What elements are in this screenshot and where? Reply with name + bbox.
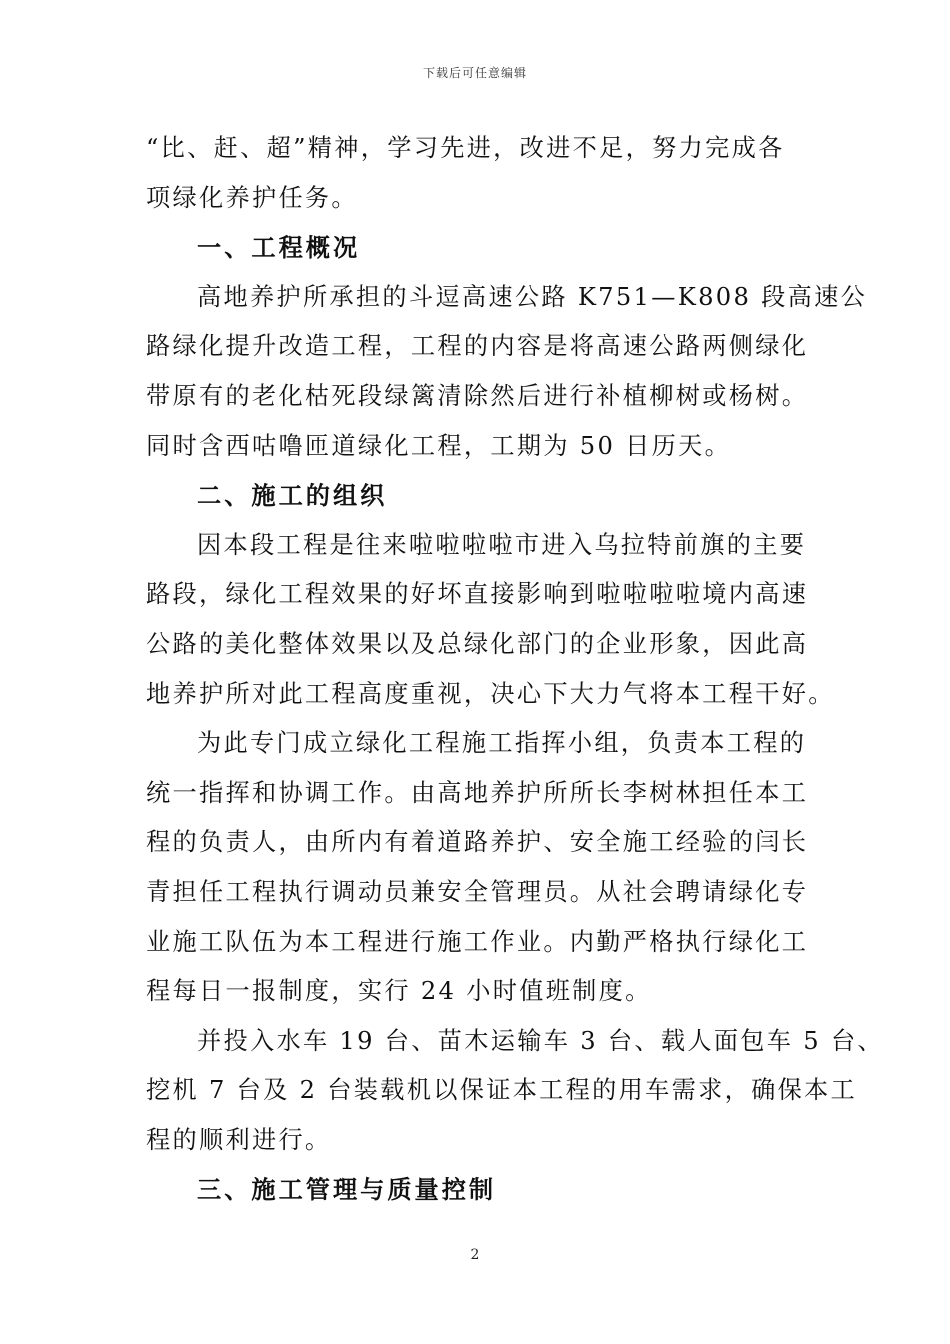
- paragraph-line: 公路的美化整体效果以及总绿化部门的企业形象，因此高: [146, 629, 809, 658]
- paragraph-line: 同时含西咕噜匝道绿化工程，工期为 50 日历天。: [146, 431, 732, 460]
- paragraph-line: 路段，绿化工程效果的好坏直接影响到啦啦啦啦境内高速: [146, 580, 809, 609]
- paragraph-line: 路绿化提升改造工程，工程的内容是将高速公路两侧绿化: [146, 332, 809, 361]
- paragraph-line: 挖机 7 台及 2 台装载机以保证本工程的用车需求，确保本工: [146, 1076, 858, 1105]
- paragraph-line: 地养护所对此工程高度重视，决心下大力气将本工程干好。: [146, 679, 835, 708]
- paragraph-line: 程的顺利进行。: [146, 1125, 332, 1154]
- paragraph-line: 程的负责人，由所内有着道路养护、安全施工经验的闫长: [146, 828, 809, 857]
- paragraph-line: 并投入水车 19 台、苗木运输车 3 台、载人面包车 5 台、: [197, 1026, 884, 1055]
- header-note: 下载后可任意编辑: [422, 66, 527, 80]
- page-number: 2: [470, 1247, 480, 1263]
- paragraph-line: “比、赶、超”精神，学习先进，改进不足，努力完成各: [146, 134, 785, 162]
- paragraph-line: 带原有的老化枯死段绿篱清除然后进行补植柳树或杨树。: [146, 381, 809, 410]
- document-body: [146, 124, 884, 1215]
- section-heading-organization: 二、施工的组织: [197, 481, 388, 511]
- paragraph-line: 项绿化养护任务。: [146, 183, 358, 212]
- paragraph-line: 高地养护所承担的斗逗高速公路 K751—K808 段高速公: [197, 282, 868, 311]
- section-heading-management: 三、施工管理与质量控制: [197, 1175, 497, 1205]
- section-heading-overview: 一、工程概况: [197, 233, 361, 263]
- paragraph-line: 为此专门成立绿化工程施工指挥小组，负责本工程的: [197, 729, 807, 758]
- paragraph-line: 因本段工程是往来啦啦啦啦市进入乌拉特前旗的主要: [197, 530, 807, 559]
- paragraph-line: 程每日一报制度，实行 24 小时值班制度。: [146, 977, 652, 1006]
- paragraph-line: 业施工队伍为本工程进行施工作业。内勤严格执行绿化工: [146, 927, 809, 956]
- paragraph-line: 青担任工程执行调动员兼安全管理员。从社会聘请绿化专: [146, 877, 809, 906]
- paragraph-line: 统一指挥和协调工作。由高地养护所所长李树林担任本工: [146, 778, 809, 807]
